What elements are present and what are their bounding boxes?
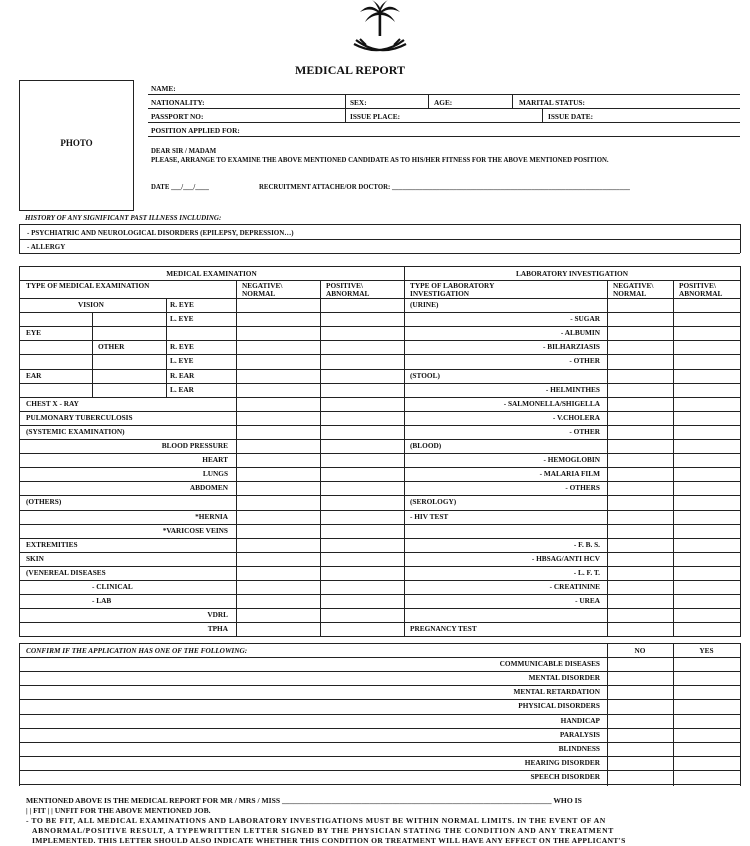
col-normal: NORMAL — [613, 289, 647, 298]
lab-row-item: - V.CHOLERA — [552, 412, 600, 422]
footer-line4: ABNORMAL/POSITIVE RESULT, A TYPEWRITTEN LETTER SIGNED BY THE PHYSICIAN STATING THE CONDITION AND ANY TREATMENT — [32, 826, 615, 835]
fit-unfit-line: | | FIT | | UNFIT FOR THE ABOVE MENTIONED JOB. — [26, 806, 211, 815]
lab-row-item: - F. B. S. — [573, 539, 600, 549]
lab-row-item: - HEMOGLOBIN — [543, 455, 600, 465]
confirm-item: PHYSICAL DISORDERS — [518, 701, 600, 711]
medical-row-label: (SYSTEMIC EXAMINATION) — [26, 426, 125, 436]
medical-row-sub: - LAB — [92, 596, 112, 606]
marital-status-label: MARITAL STATUS: — [519, 98, 585, 107]
lab-row-item: - OTHERS — [565, 483, 600, 493]
page-title: MEDICAL REPORT — [295, 63, 405, 77]
attache-line: RECRUITMENT ATTACHE/OR DOCTOR: ______________________________________________________________________ — [259, 184, 630, 191]
lab-row-label: (URINE) — [410, 300, 439, 309]
lab-row-label: (SEROLOGY) — [410, 497, 457, 507]
medical-row-label: (VENEREAL DISEASES — [26, 567, 106, 577]
medical-row-label: PULMONARY TUBERCULOSIS — [26, 412, 133, 422]
confirm-item: COMMUNICABLE DISEASES — [499, 659, 600, 669]
medical-row-side: L. EAR — [170, 384, 194, 394]
col-type-lab: TYPE OF LABORATORY — [410, 281, 495, 290]
sex-label: SEX: — [350, 98, 367, 107]
lab-row-label: - HIV TEST — [410, 511, 449, 521]
medical-row-label: SKIN — [26, 553, 44, 563]
medical-row-side: R. EYE — [170, 342, 194, 352]
medical-row-item: BLOOD PRESSURE — [161, 441, 228, 450]
medical-row-side: R. EAR — [170, 370, 195, 380]
photo-box — [19, 80, 134, 211]
photo-label: PHOTO — [60, 138, 93, 148]
date-line: DATE ___/___/____ — [151, 184, 209, 191]
lab-row-item: - BILHARZIASIS — [543, 342, 600, 352]
medical-row-item: HEART — [202, 455, 228, 465]
confirm-item: HANDICAP — [560, 715, 600, 725]
letter-body: PLEASE, ARRANGE TO EXAMINE THE ABOVE MENTIONED CANDIDATE AS TO HIS/HER FITNESS FOR THE ABOVE MENTIONED POSITION. — [151, 157, 609, 164]
lab-row-item: - SALMONELLA/SHIGELLA — [503, 398, 600, 408]
lab-row-item: - OTHER — [569, 426, 600, 436]
col-normal: NORMAL — [242, 289, 276, 298]
age-label: AGE: — [434, 98, 453, 107]
footer-line1: MENTIONED ABOVE IS THE MEDICAL REPORT FOR MR / MRS / MISS _______________________________________________________________________ WHO IS — [26, 796, 582, 805]
medical-row-item: ABDOMEN — [189, 483, 228, 493]
medical-row-label: (OTHERS) — [26, 497, 62, 507]
lab-row-item: - CREATININE — [549, 582, 600, 591]
lab-row-item: - ALBUMIN — [560, 328, 600, 338]
lab-row-item: - HBSAG/ANTI HCV — [531, 553, 600, 563]
lab-row-item: - HELMINTHES — [545, 384, 600, 394]
confirm-item: MENTAL RETARDATION — [513, 687, 600, 697]
medical-row-label: CHEST X - RAY — [26, 398, 79, 408]
footer-line3: - TO BE FIT, ALL MEDICAL EXAMINATIONS AND LABORATORY INVESTIGATIONS MUST BE WITHIN NORMAL LIMITS. IN THE EVENT OF AN — [26, 816, 606, 825]
medical-row-label: EAR — [26, 370, 42, 380]
medical-row-label: EXTREMITIES — [26, 539, 78, 549]
lab-row-label: (STOOL) — [410, 370, 440, 380]
col-positive: POSITIVE\ — [679, 281, 716, 290]
confirm-yes-col: YES — [699, 646, 714, 655]
col-type-medical: TYPE OF MEDICAL EXAMINATION — [26, 281, 150, 290]
confirm-heading: CONFIRM IF THE APPLICATION HAS ONE OF THE FOLLOWING: — [26, 646, 248, 655]
confirm-item: PARALYSIS — [559, 729, 600, 739]
position-label: POSITION APPLIED FOR: — [151, 126, 240, 135]
lab-heading: LABORATORY INVESTIGATION — [516, 269, 628, 278]
medical-row-side: L. EYE — [170, 356, 194, 366]
medical-row-item: LUNGS — [202, 469, 228, 479]
lab-row-item: - SUGAR — [570, 314, 600, 324]
medical-row-sub: VISION — [78, 300, 104, 309]
medical-row-sub: OTHER — [98, 342, 125, 352]
col-abnormal: ABNORMAL — [679, 289, 723, 298]
col-negative: NEGATIVE\ — [242, 281, 283, 290]
confirm-no-col: NO — [634, 646, 646, 655]
lab-row-item: - OTHER — [569, 356, 600, 366]
col-positive: POSITIVE\ — [326, 281, 363, 290]
history-item: - ALLERGY — [27, 243, 66, 251]
name-label: NAME: — [151, 84, 176, 93]
medical-row-label: EYE — [26, 328, 42, 338]
issue-place-label: ISSUE PLACE: — [350, 112, 401, 121]
passport-label: PASSPORT NO: — [151, 112, 204, 121]
history-heading: HISTORY OF ANY SIGNIFICANT PAST ILLNESS INCLUDING: — [25, 214, 222, 222]
col-negative: NEGATIVE\ — [613, 281, 654, 290]
nationality-label: NATIONALITY: — [151, 98, 205, 107]
medical-row-sub: - CLINICAL — [92, 582, 133, 591]
confirm-item: MENTAL DISORDER — [528, 673, 600, 683]
medical-row-side: L. EYE — [170, 314, 194, 324]
lab-row-item: - UREA — [575, 596, 600, 606]
medical-row-item: VDRL — [207, 610, 228, 620]
medical-row-item: *HERNIA — [195, 511, 228, 521]
lab-row-item: - MALARIA FILM — [539, 469, 600, 479]
confirm-item: SPEECH DISORDER — [530, 771, 600, 781]
saudi-emblem — [350, 0, 410, 60]
medical-row-item: TPHA — [207, 624, 228, 634]
footer-line5: IMPLEMENTED. THIS LETTER SHOULD ALSO INDICATE WHETHER THIS CONDITION OR TREATMENT WILL HAVE ANY EFFECT ON THE APPLICANT'S — [32, 836, 626, 845]
confirm-item: BLINDNESS — [558, 743, 600, 753]
col-abnormal: ABNORMAL — [326, 289, 370, 298]
history-item: - PSYCHIATRIC AND NEUROLOGICAL DISORDERS (EPILEPSY, DEPRESSION…) — [27, 229, 294, 237]
issue-date-label: ISSUE DATE: — [548, 112, 594, 121]
lab-row-item: - L. F. T. — [573, 567, 600, 577]
medical-row-side: R. EYE — [170, 300, 194, 309]
lab-row-label: PREGNANCY TEST — [410, 624, 477, 634]
lab-row-label: (BLOOD) — [410, 441, 442, 450]
salutation: DEAR SIR / MADAM — [151, 148, 217, 155]
medical-heading: MEDICAL EXAMINATION — [166, 269, 257, 278]
medical-row-item: *VARICOSE VEINS — [162, 525, 228, 535]
col-investigation: INVESTIGATION — [410, 289, 470, 298]
confirm-item: HEARING DISORDER — [524, 757, 600, 767]
